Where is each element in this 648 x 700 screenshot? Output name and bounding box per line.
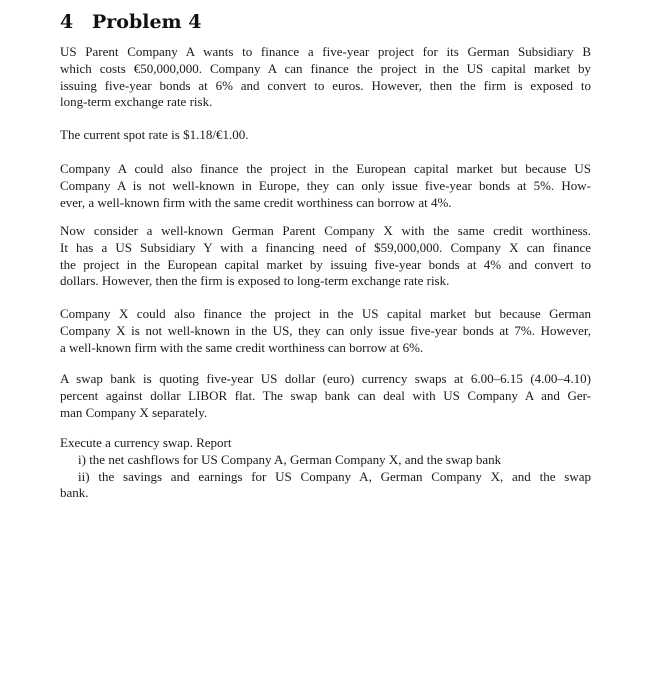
text-line: Now consider a well-known German Parent Company X with the same credit worthiness. — [60, 223, 591, 238]
text-line: Company X could also finance the project in the US capital market but because German — [60, 306, 591, 321]
paragraph-company-x — [60, 223, 591, 290]
section-title: Problem 4 — [92, 11, 202, 33]
section-number: 4 — [60, 11, 74, 33]
text-line: man Company X separately. — [60, 404, 208, 420]
text-line: dollars. However, then the firm is exposed to long-term exchange rate risk. — [60, 273, 450, 289]
paragraph-swap-bank — [60, 371, 591, 421]
paragraph-spot-rate — [60, 127, 591, 144]
task-item-i: i) the net cashflows for US Company A, German Company X, and the swap bank — [78, 451, 502, 467]
text-line: Company A could also finance the project in the European capital market but because US — [60, 161, 591, 176]
text-line: It has a US Subsidiary Y with a financing need of $59,000,000. Company X can finance — [60, 239, 591, 255]
task-item-ii: ii) the savings and earnings for US Company A, German Company X, and the swap — [78, 468, 591, 484]
text-line: issuing five-year bonds at 6% and convert to euros. However, then the firm is exposed to — [60, 77, 591, 93]
task-item-ii-continued: bank. — [60, 485, 89, 501]
text-line: the project in the European capital market by issuing five-year bonds at 4% and convert to — [60, 256, 591, 272]
paragraph-company-a-europe — [60, 161, 591, 211]
text-line: percent against dollar LIBOR flat. The swap bank can deal with US Company A and Ger- — [60, 387, 591, 403]
paragraph-task — [60, 435, 591, 502]
text-line: Company A is not well-known in Europe, they can only issue five-year bonds at 5%. How- — [60, 177, 591, 193]
section-heading — [60, 9, 202, 35]
text-line: Company X is not well-known in the US, they can only issue five-year bonds at 7%. However, — [60, 322, 591, 338]
paragraph-project-description — [60, 44, 591, 111]
task-intro: Execute a currency swap. Report — [60, 435, 232, 450]
text-line: ever, a well-known firm with the same credit worthiness can borrow at 4%. — [60, 194, 452, 210]
text-line: a well-known firm with the same credit worthiness can borrow at 6%. — [60, 339, 424, 355]
paragraph-company-x-us — [60, 306, 591, 356]
text-line: US Parent Company A wants to finance a five-year project for its German Subsidiary B — [60, 44, 591, 59]
text-line: which costs €50,000,000. Company A can finance the project in the US capital market by — [60, 60, 591, 76]
text-line: A swap bank is quoting five-year US dollar (euro) currency swaps at 6.00–6.15 (4.00–4.10) — [60, 371, 591, 386]
text-line: The current spot rate is $1.18/€1.00. — [60, 127, 249, 142]
text-line: long-term exchange rate risk. — [60, 94, 213, 110]
